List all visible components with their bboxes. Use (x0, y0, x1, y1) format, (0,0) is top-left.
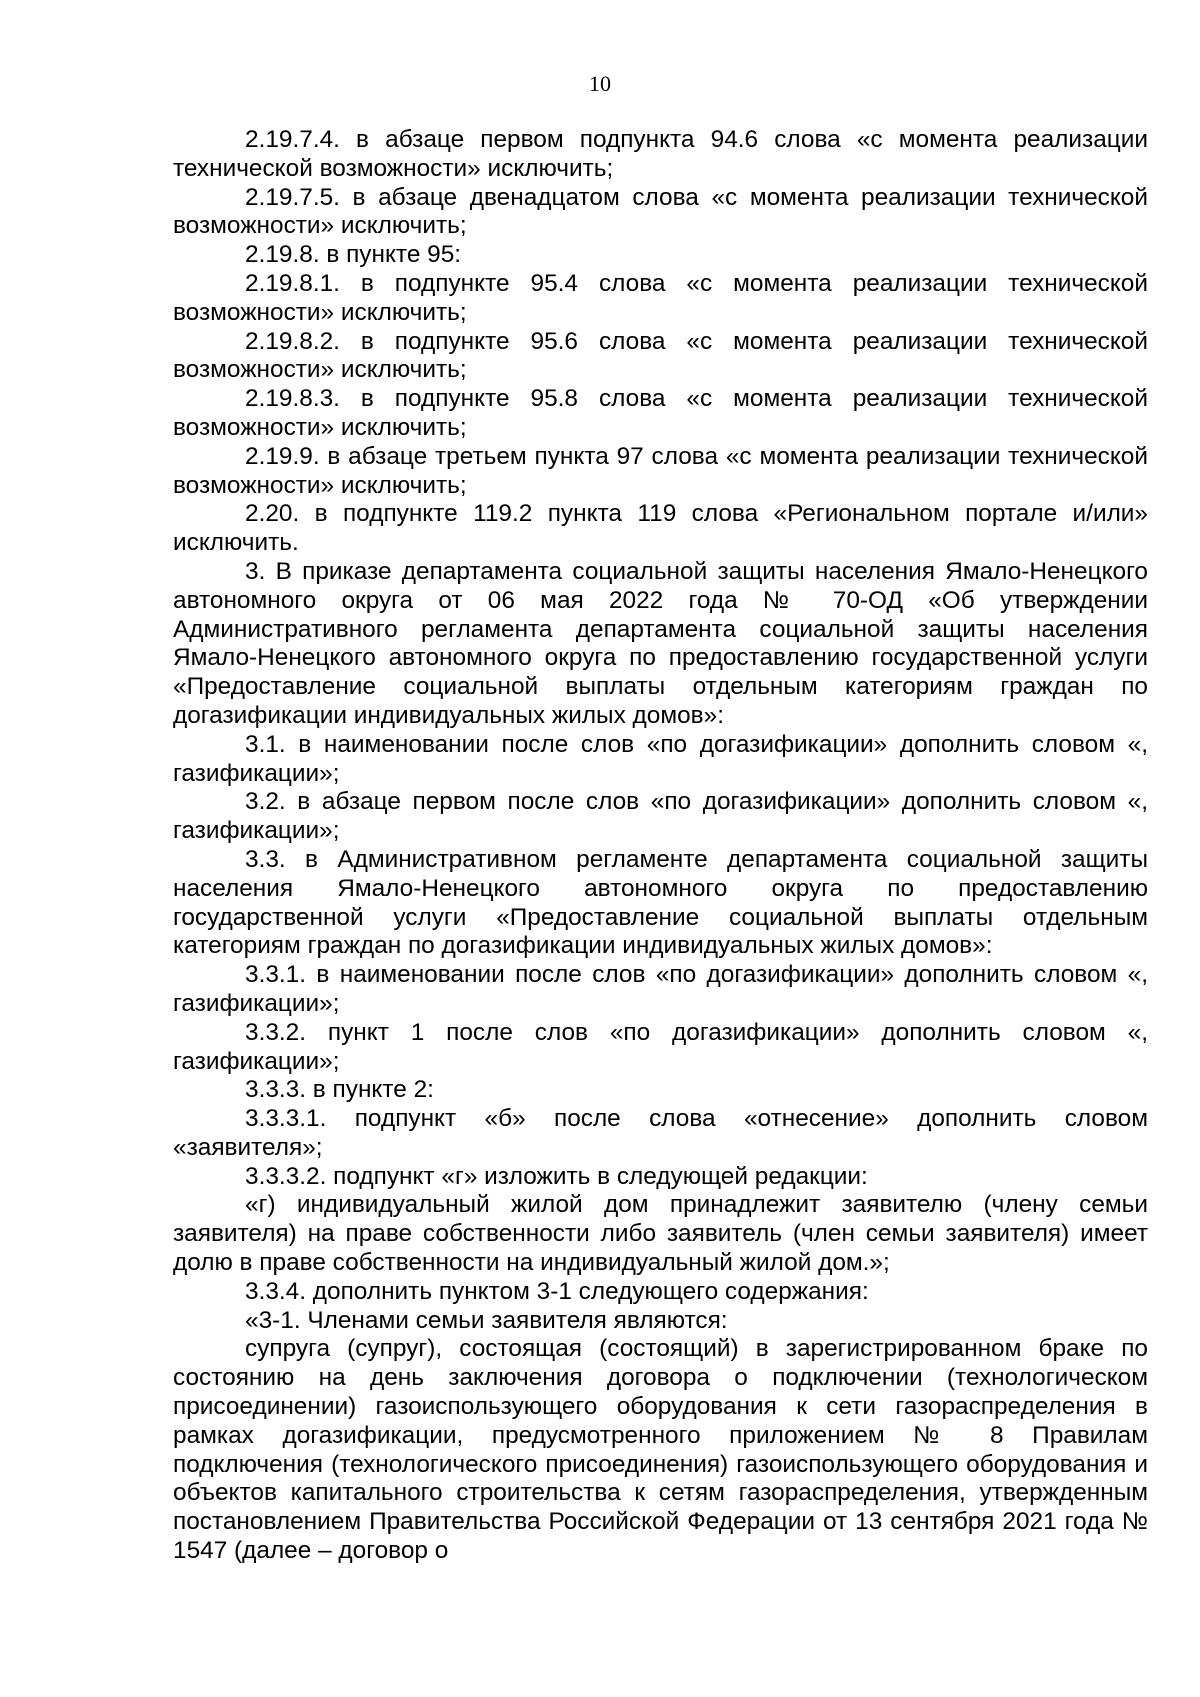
paragraph-3: 3. В приказе департамента социальной защиты населения Ямало-Ненецкого автономного округа от 06 мая 2022 года № 70-ОД «Об утверждении Административного регламента департамента социальной защиты населения Ямало-Ненецкого автономного округа по предоставлению государственной услуги «Предоставление социальной выплаты отдельным категориям граждан по догазификации индивидуальных жилых домов»: (173, 557, 1148, 729)
paragraph-2-19-7-4: 2.19.7.4. в абзаце первом подпункта 94.6 слова «с момента реализации технической возможности» исключить; (173, 126, 1148, 182)
paragraph-3-3-4: 3.3.4. дополнить пунктом 3-1 следующего содержания: (245, 1277, 869, 1305)
paragraph-2-19-8-1: 2.19.8.1. в подпункте 95.4 слова «с момента реализации технической возможности» исключить; (173, 269, 1148, 326)
paragraph-spouse: супруга (супруг), состоящая (состоящий) в зарегистрированном браке по состоянию на день заключения договора о подключении (технологическом присоединении) газоиспользующего оборудования к сети газораспределения в рамках догазификации, предусмотренного приложением № 8 Правилам подключения (технологического присоединения) газоиспользующего оборудования и объектов капитального строительства к сетям газораспределения, утвержденным постановлением Правительства Российской Федерации от 13 сентября 2021 года № 1547 (далее – договор о (173, 1335, 1148, 1565)
paragraph-3-3-2: 3.3.2. пункт 1 после слов «по догазификации» дополнить словом «, газификации»; (173, 1018, 1148, 1075)
paragraph-2-19-9: 2.19.9. в абзаце третьем пункта 97 слова «с момента реализации технической возможности» исключить; (173, 442, 1148, 499)
document-body (173, 126, 1148, 1566)
paragraph-2-19-8: 2.19.8. в пункте 95: (245, 241, 462, 269)
paragraph-3-3-3-2: 3.3.3.2. подпункт «г» изложить в следующей редакции: (245, 1162, 868, 1190)
paragraph-quote-3-1: «3-1. Членами семьи заявителя являются: (245, 1306, 728, 1334)
paragraph-3-1: 3.1. в наименовании после слов «по догазификации» дополнить словом «, газификации»; (173, 730, 1148, 787)
paragraph-2-19-8-3: 2.19.8.3. в подпункте 95.8 слова «с момента реализации технической возможности» исключить; (173, 385, 1148, 441)
paragraph-2-19-8-2: 2.19.8.2. в подпункте 95.6 слова «с момента реализации технической возможности» исключить; (173, 327, 1148, 384)
paragraph-3-2: 3.2. в абзаце первом после слов «по догазификации» дополнить словом «, газификации»; (173, 788, 1148, 845)
paragraph-3-3-3-1: 3.3.3.1. подпункт «б» после слова «отнесение» дополнить словом «заявителя»; (173, 1105, 1148, 1161)
paragraph-3-3-3: 3.3.3. в пункте 2: (245, 1076, 434, 1104)
page-number: 10 (589, 71, 611, 96)
paragraph-quote-g: «г) индивидуальный жилой дом принадлежит заявителю (члену семьи заявителя) на праве собственности либо заявитель (член семьи заявителя) имеет долю в праве собственности на индивидуальный жилой дом.»; (173, 1191, 1148, 1277)
paragraph-3-3: 3.3. в Административном регламенте департамента социальной защиты населения Ямало-Ненецкого автономного округа по предоставлению государственной услуги «Предоставление социальной выплаты отдельным категориям граждан по догазификации индивидуальных жилых домов»: (173, 845, 1148, 960)
paragraph-2-19-7-5: 2.19.7.5. в абзаце двенадцатом слова «с момента реализации технической возможности» исключить; (173, 183, 1148, 240)
paragraph-2-20: 2.20. в подпункте 119.2 пункта 119 слова «Региональном портале и/или» исключить. (173, 500, 1148, 557)
paragraph-3-3-1: 3.3.1. в наименовании после слов «по догазификации» дополнить словом «, газификации»; (173, 961, 1148, 1017)
